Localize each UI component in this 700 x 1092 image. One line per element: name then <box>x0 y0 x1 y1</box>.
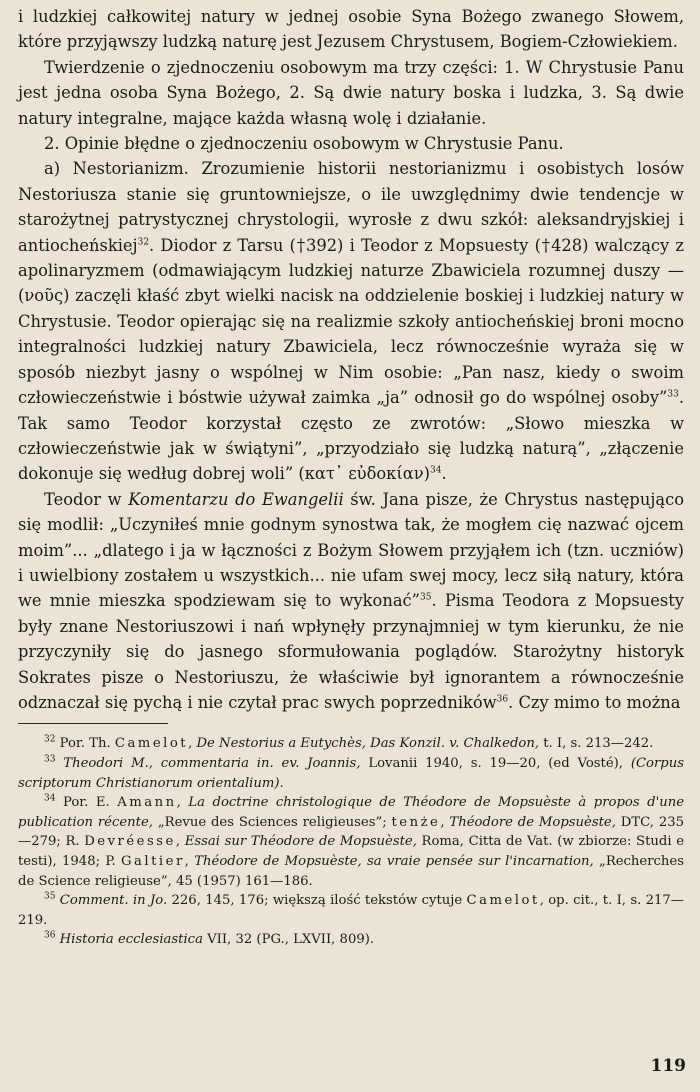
footnote-separator <box>18 723 168 724</box>
page-number: 119 <box>650 1056 686 1076</box>
paragraph-theodore: Teodor w Komentarzu do Ewangelii św. Jana pisze, że Chrystus następująco się modlił: „Uczyniłeś mnie godnym synostwa tak, że mogłem cię nazwać ojcem moim”... „dlatego i ja w łączności z Bożym Słowem przyjąłem ich (tzn. uczniów) i uwielbiony zostałem u wszystkich... nie ufam swej mocy, lecz siłą natury, która we mnie mieszka spodziewam się to wykonać”$^{35}$. Pisma Teodora z Mopsuesty były znane Nestoriuszowi i nań wpłynęły przynajmniej w tym kierunku, że nie przyczyniły się do jasnego sformułowania poglądów. Starożytny historyk Sokrates pisze o Nestoriuszu, że właściwie był ignorantem a równocześnie odznaczał się pychą i nie czytał prac swych poprzedników$^{36}$. Czy mimo to można <box>18 489 685 712</box>
footnote-36: $^{36}$ Historia ecclesiastica VII, 32 (PG., LXVII, 809). <box>44 930 375 948</box>
footnote-ref-32[interactable]: 32 <box>137 237 150 248</box>
footnote-35: $^{35}$ Comment. in Jo. 226, 145, 176; większą ilość tekstów cytuje Camelot, op. cit., t. I, s. 217—219. <box>18 891 684 928</box>
footnote-ref-33[interactable]: 33 <box>667 389 679 400</box>
paragraph-nestorianism: a) Nestorianizm. Zrozumienie historii nestorianizmu i osobistych losów Nestoriusza stanie się gruntowniejsze, o ile uwzględnimy dwie tendencje w starożytnej patrystycznej chrystologii, wyrosłe z dwu szkół: aleksandryjskiej i antiocheńskiej$^{32}$. Diodor z Tarsu (†392) i Teodor z Mopsuesty (†428) walczący z apolinaryzmem (odmawiającym ludzkiej naturze Zbawiciela rozumnej duszy — (νοῦς) zaczęli kłaść zbyt wielki nacisk na oddzielenie boskiej i ludzkiej natury w Chrystusie. Teodor opierając się na realizmie szkoły antiocheńskiej broni mocno integralności ludzkiej natury Zbawiciela, lecz równocześnie wyraża się w sposób niezbyt jasny o wspólnej w Nim osobie: „Pan nasz, kiedy o swoim człowieczeństwie i bóstwie używał zaimka „ja” odnosił go do wspólnej osoby”$^{33}$. Tak samo Teodor korzystał często ze zwrotów: „Słowo mieszka w człowieczeństwie jak w świątyni”, „przyodziało się ludzką naturą”, „złączenie dokonuje się według dobrej woli” (κατ᾽ εὐδοκίαν)$^{34}$. <box>18 159 684 484</box>
footnote-ref-36[interactable]: 36 <box>496 694 509 705</box>
main-text <box>18 4 684 715</box>
paragraph-thesis: Twierdzenie o zjednoczeniu osobowym ma trzy części: 1. W Chrystusie Panu jest jedna osoba Syna Bożego, 2. Są dwie natury boska i ludzka, 3. Są dwie natury integralne, mające każda własną wolę i działanie. <box>18 57 684 128</box>
footnotes <box>18 734 684 950</box>
footnote-32: $^{32}$ Por. Th. Camelot, De Nestorius a Eutychès, Das Konzil. v. Chalkedon, t. I, s. 213—242. <box>44 734 654 752</box>
paragraph-continuation: i ludzkiej całkowitej natury w jednej osobie Syna Bożego zwanego Słowem, które przyjąwszy ludzką naturę jest Jezusem Chrystusem, Bogiem-Człowiekiem. <box>18 7 684 52</box>
footnote-ref-34[interactable]: 34 <box>429 465 442 476</box>
footnote-33: $^{33}$ Theodori M., commentaria in. ev. Joannis, Lovanii 1940, s. 19—20, (ed Vosté), (Corpus scriptorum Christianorum orientalium). <box>18 754 684 791</box>
section-heading: 2. Opinie błędne o zjednoczeniu osobowym w Chrystusie Panu. <box>44 134 564 154</box>
footnote-ref-35[interactable]: 35 <box>419 592 432 603</box>
footnote-34: $^{34}$ Por. E. Amann, La doctrine christologique de Théodore de Mopsuèste à propos d'une publication récente, „Revue des Sciences religieuses”; tenże, Théodore de Mopsuèste, DTC, 235—279; R. Devréesse, Essai sur Théodore de Mopsuèste, Roma, Citta de Vat. (w zbiorze: Studi e testi), 1948; P. Galtier, Théodore de Mopsuèste, sa vraie pensée sur l'incarnation, „Recherches de Science religieuse”, 45 (1957) 161—186. <box>18 793 685 889</box>
work-title: Komentarzu do Ewangelii <box>128 489 344 509</box>
